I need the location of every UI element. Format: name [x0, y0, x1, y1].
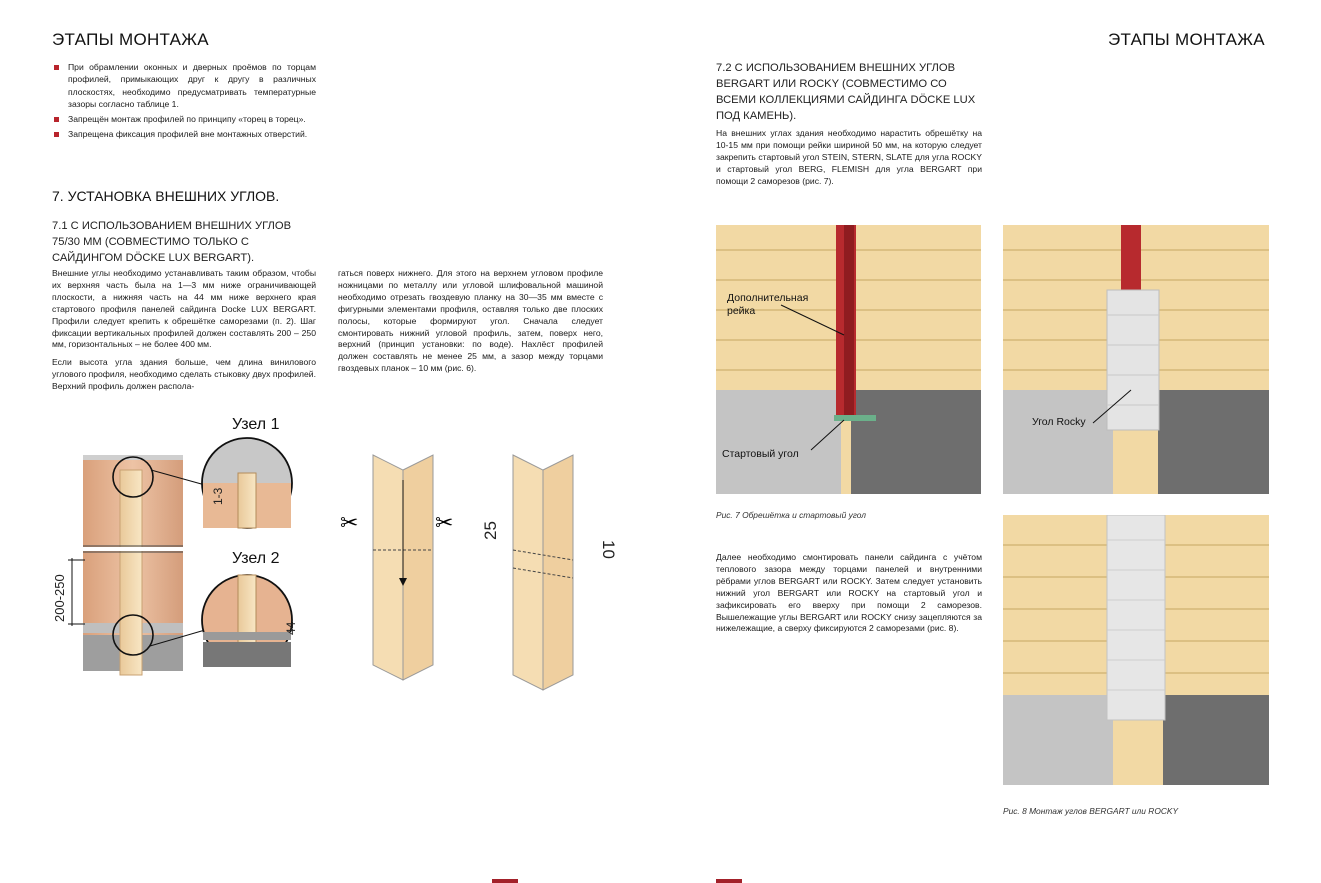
dim-44: 44 [284, 621, 298, 635]
dim-10: 10 [599, 540, 618, 559]
paragraph: Внешние углы необходимо устанавливать таким образом, чтобы их верхняя часть была на 1—3 мм ниже ограничивающей плоскости, а нижняя часть на 44 мм ниже верхнего края стартового профиля панелей сайдинга Docke LUX BERGART. Профили следует крепить к обрешётке саморезами (п. 2). Шаг фиксации вертикальных профилей должен составлять 200 – 250 мм, горизонтальных – не более 400 мм. [52, 268, 316, 350]
right-page-header: ЭТАПЫ МОНТАЖА [1108, 30, 1265, 49]
left-page-header: ЭТАПЫ МОНТАЖА [52, 30, 209, 49]
scissors-left-icon: ✂ [340, 510, 359, 535]
footer-mark [492, 879, 518, 883]
paragraph: гаться поверх нижнего. Для этого на верхнем угловом профиле ножницами по металлу или угловой шлифовальной машиной необходимо отрезать гвоздевую планку на 30—35 мм вместе с фигурными элементами профиля, оставляя только две плоских полосы, которые формируют угол. Сначала следует смонтировать нижний угловой профиль, затем, поверх него, верхний (принцип установки: по воде). Нахлёст профилей должен составлять не менее 25 мм, а зазор между торцами гвоздевых планок – 10 мм (рис. 6). [338, 268, 603, 374]
corner-post [120, 470, 142, 675]
dim-25: 25 [481, 521, 500, 540]
node1-label: Узел 1 [232, 416, 280, 433]
fig7-label-rocky: Угол Rocky [1032, 416, 1086, 428]
list-item: При обрамлении оконных и дверных проёмов по торцам профилей, примыкающих друг к другу в различных плоскостях, необходимо предусматривать температурные зазоры согласно таблице 1. [52, 61, 316, 110]
starter-corner [834, 415, 876, 421]
dim-1-3: 1-3 [211, 487, 225, 505]
list-item: Запрещена фиксация профилей вне монтажных отверстий. [52, 128, 316, 140]
text-column-1 [52, 268, 316, 393]
fig8-rocky-install-photo [1003, 515, 1269, 785]
rocky-corner [1107, 290, 1159, 430]
list-item: Запрещён монтаж профилей по принципу «торец в торец». [52, 113, 316, 125]
rocky-corner-stack [1107, 515, 1165, 720]
node2-label: Узел 2 [232, 550, 280, 567]
fig7-label-start: Стартовый угол [722, 448, 799, 460]
corner-profile-cutting [340, 455, 453, 680]
left-bullet-list [52, 61, 316, 144]
fig7-rocky-photo [1003, 225, 1269, 494]
footer-mark [716, 879, 742, 883]
subsection-title-7-1: 7.1 С ИСПОЛЬЗОВАНИЕМ ВНЕШНИХ УГЛОВ 75/30 ММ (СОВМЕСТИМО ТОЛЬКО С САЙДИНГОМ DÖCKE LUX BERGART). [52, 220, 292, 264]
paragraph: Если высота угла здания больше, чем длина винилового углового профиля, необходимо сделать стыковку двух профилей. Верхний профиль должен распола- [52, 357, 316, 392]
paragraph: На внешних углах здания необходимо нарастить обрешётку на 10-15 мм при помощи рейки шириной 50 мм, на которую следует закрепить стартовый угол STEIN, STERN, SLATE для угла ROCKY и стартовый угол BERG, FLEMISH для угла BERGART при помощи 2 саморезов (рис. 7). [716, 128, 982, 186]
corner-profile-overlap [481, 455, 618, 690]
corner-installation-diagram [50, 410, 620, 700]
caption-fig7: Рис. 7 Обрешётка и стартовый угол [716, 510, 866, 520]
section-title: 7. УСТАНОВКА ВНЕШНИХ УГЛОВ. [52, 188, 280, 204]
dim-200-250: 200-250 [52, 574, 67, 622]
subsection-title-7-2: 7.2 С ИСПОЛЬЗОВАНИЕМ ВНЕШНИХ УГЛОВ BERGART ИЛИ ROCKY (СОВМЕСТИМО СО ВСЕМИ КОЛЛЕКЦИЯМИ САЙДИНГА DÖCKE LUX ПОД КАМЕНЬ). [716, 62, 976, 122]
text-column-2 [338, 268, 603, 375]
paragraph: Далее необходимо смонтировать панели сайдинга с учётом теплового зазора между торцами панелей и внутренними рёбрами углов BERGART или ROCKY. Затем следует установить нижний угол BERGART или ROCKY на стартовый угол и зафиксировать его вверху при помощи 2 саморезов. Вышележащие углы BERGART или ROCKY снизу зацепляются за нижележащие, а сверху фиксируются 2 саморезами (рис. 8). [716, 552, 982, 634]
fig7-label-rail: Дополнительная рейка [727, 292, 809, 317]
scissors-right-icon: ✂ [435, 510, 454, 535]
caption-fig8: Рис. 8 Монтаж углов BERGART или ROCKY [1003, 806, 1179, 816]
